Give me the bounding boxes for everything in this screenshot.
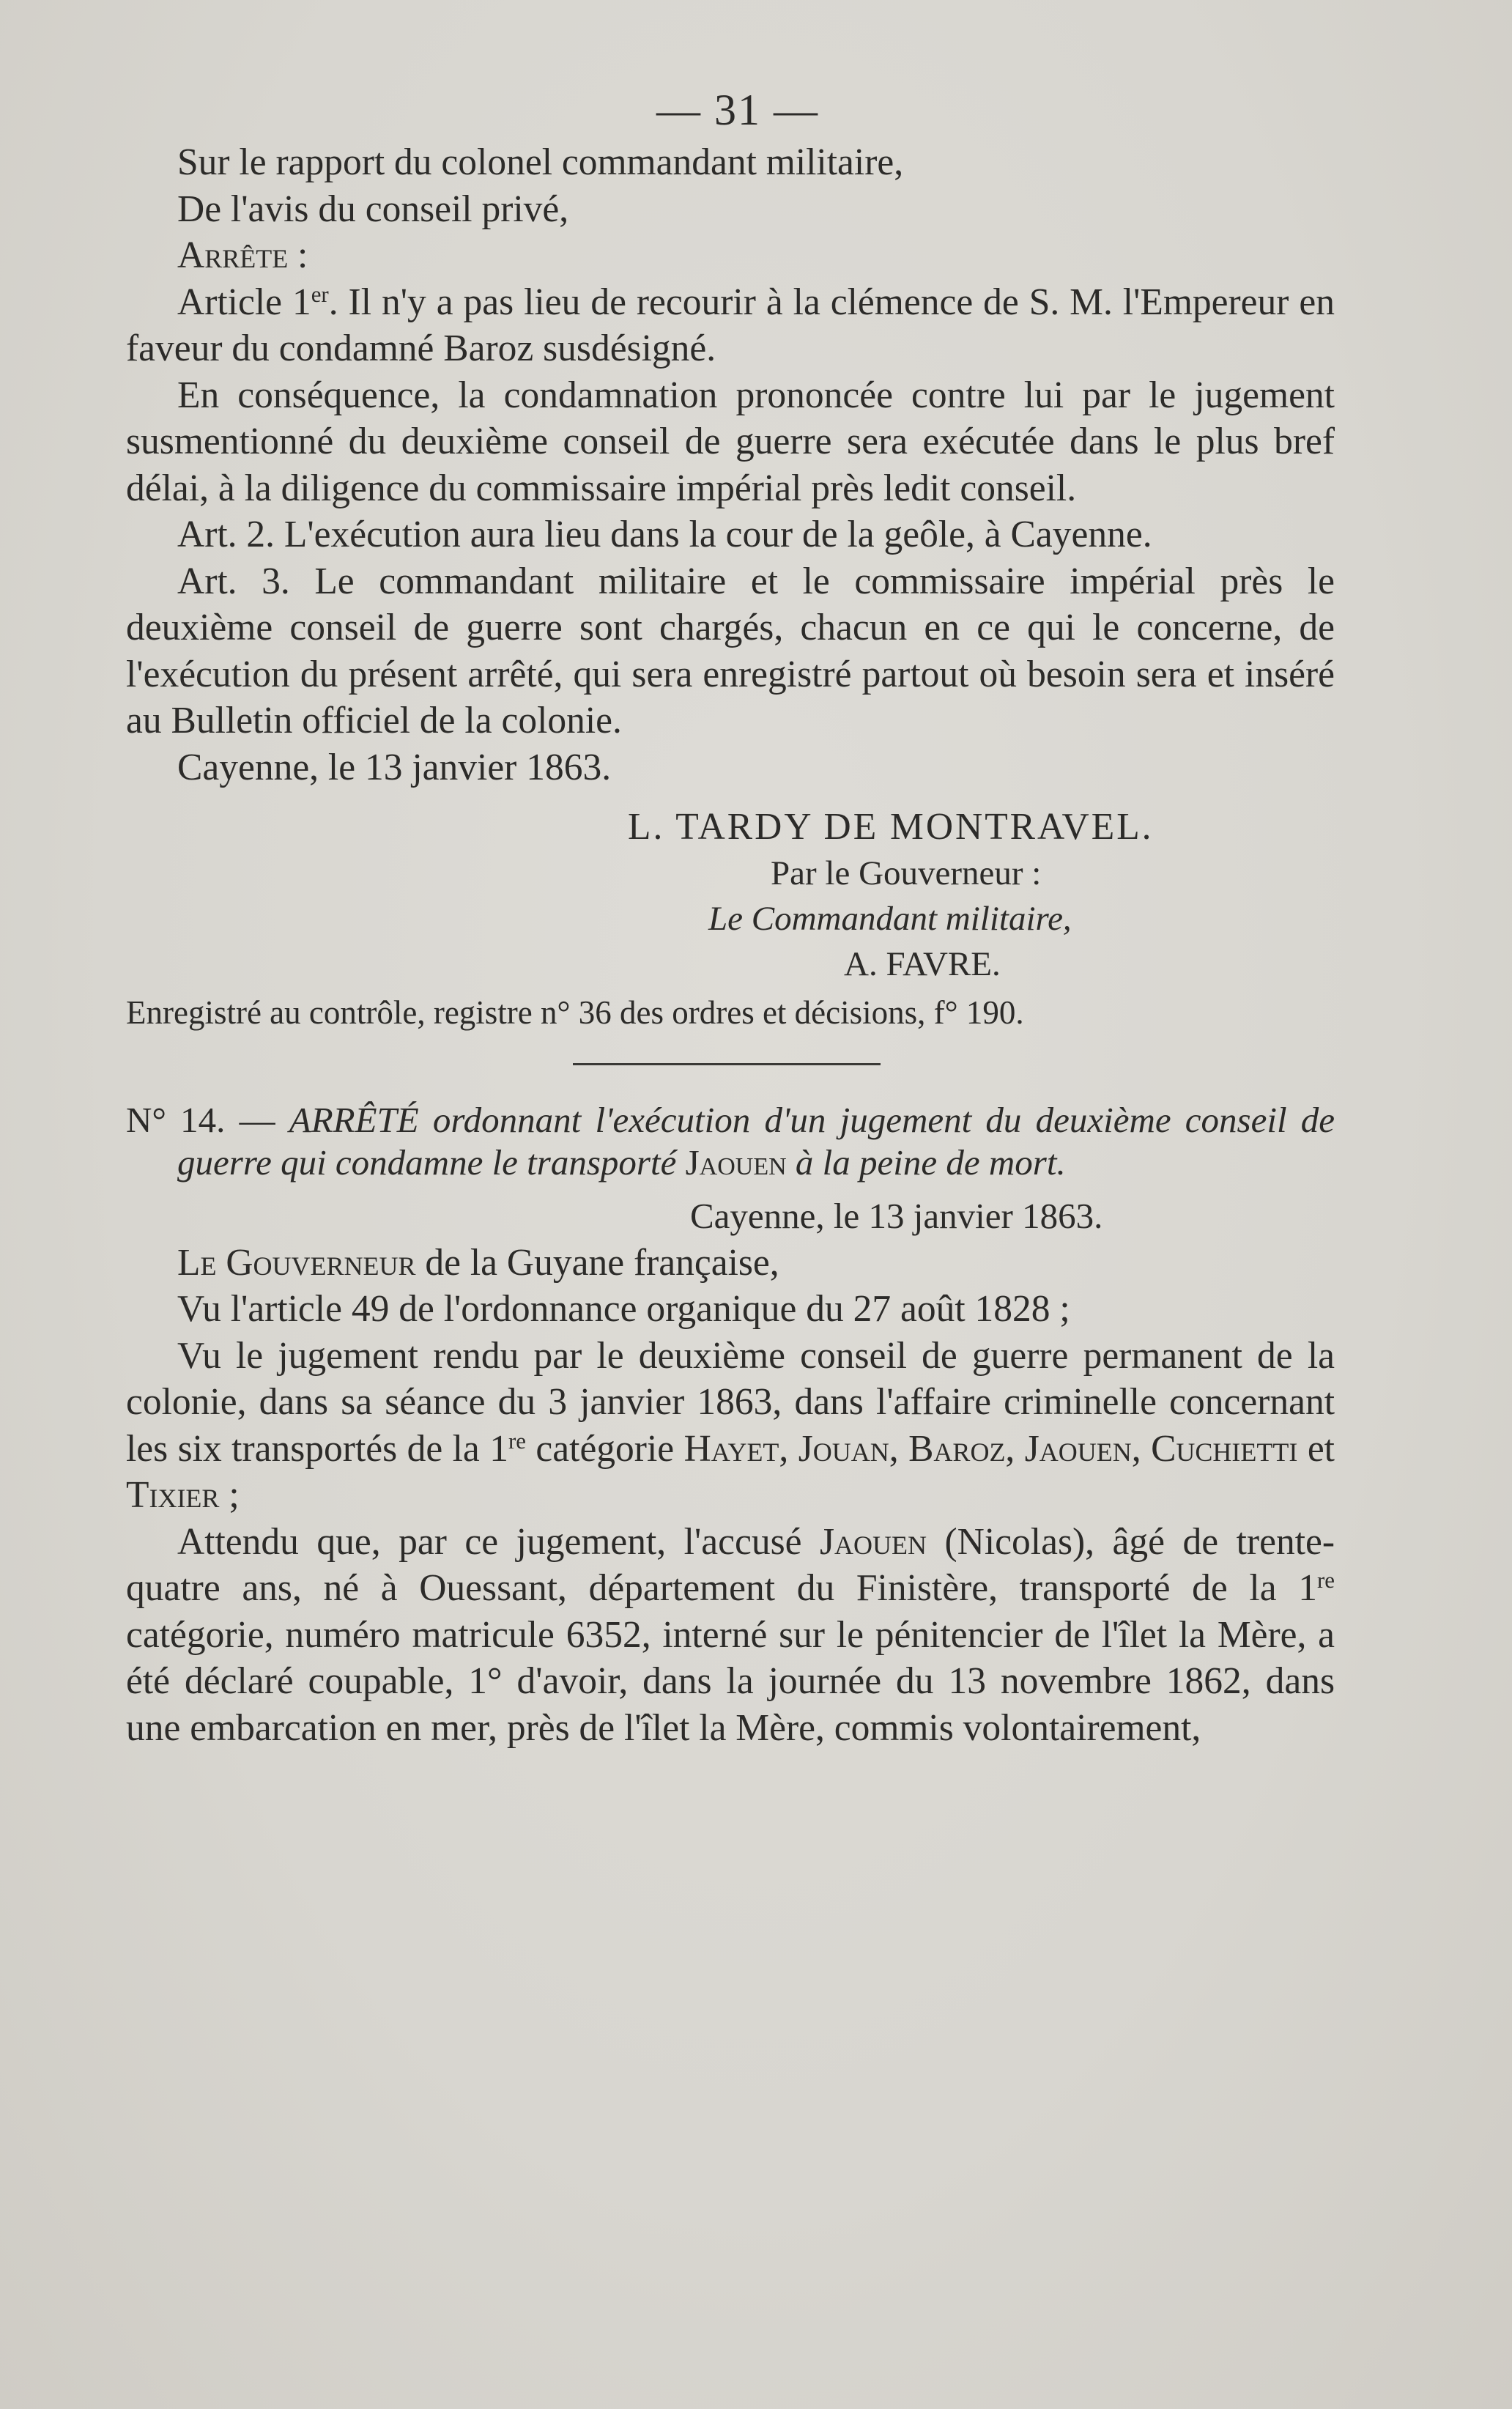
page-content (126, 81, 1335, 1751)
attendu-name: Jaouen (820, 1520, 927, 1563)
paragraph-report: Sur le rapport du colonel commandant militaire, (177, 141, 904, 183)
attendu-rest: catégorie, numéro matricule 6352, interné sur le pénitencier de l'îlet la Mère, a été déclaré coupable, 1° d'avoir, dans la journée du 13 novembre 1862, dans une embarcation en mer, près de l'îlet la Mère, commis volontairement, (126, 1613, 1335, 1749)
vu2-category: catégorie (525, 1427, 684, 1470)
governor-title: Le Gouverneur (177, 1241, 416, 1284)
decree-title-name: Jaouen (685, 1141, 787, 1183)
page-number: — 31 — (656, 86, 819, 134)
attendu-details: (Nicolas), âgé de trente-quatre ans, né à Ouessant, département du Finistère, transporté de la 1 (126, 1520, 1335, 1609)
article-3: Art. 3. Le commandant militaire et le commissaire impérial près le deuxième conseil de guerre sont chargés, chacun en ce qui le concerne, de l'exécution du présent arrêté, qui sera enregistré partout où besoin sera et inséré au Bulletin officiel de la colonie. (126, 560, 1335, 741)
vu2-text: Vu le jugement rendu par le deuxième conseil de guerre permanent de la colonie, dans sa séance du 3 janvier 1863, dans l'affaire criminelle concernant les six transportés de la 1 (126, 1334, 1335, 1470)
article-1-lead: Article 1 (177, 281, 311, 323)
paragraph-vu-jugement (126, 1333, 1335, 1519)
article-1-text: . Il n'y a pas lieu de recourir à la clémence de S. M. l'Empereur en faveur du condamné Baroz susdésigné. (126, 281, 1335, 369)
paragraph-vu-ordonnance: Vu l'article 49 de l'ordonnance organique du 27 août 1828 ; (177, 1288, 1070, 1330)
article-2: Art. 2. L'exécution aura lieu dans la cour de la geôle, à Cayenne. (177, 514, 1152, 555)
vu2-and: et (1297, 1427, 1335, 1470)
decree-dash: — (225, 1099, 289, 1140)
governor-signature: L. TARDY DE MONTRAVEL. (628, 806, 1154, 848)
register-note: Enregistré au contrôle, registre n° 36 des ordres et décisions, f° 190. (126, 993, 1024, 1031)
section-divider (573, 1063, 881, 1065)
heading-arrete: Arrête : (177, 234, 308, 276)
paragraph-opinion: De l'avis du conseil privé, (177, 188, 569, 230)
decree-title-end: à la peine de mort. (786, 1141, 1066, 1183)
decree-14-heading (126, 1099, 1335, 1184)
decree-number: N° 14. (126, 1099, 226, 1140)
governor-line (126, 1240, 1335, 1287)
by-governor: Par le Gouverneur : (771, 854, 1042, 892)
decree-title-arrete: ARRÊTÉ (289, 1099, 419, 1140)
decree-14-date: Cayenne, le 13 janvier 1863. (690, 1195, 1103, 1236)
article-1 (126, 279, 1335, 372)
military-commander-title: Le Commandant militaire, (708, 899, 1072, 938)
paragraph-consequence: En conséquence, la condamnation prononcée contre lui par le jugement susmentionné du deuxième conseil de guerre sera exécutée dans le plus bref délai, à la diligence du commissaire impérial près ledit conseil. (126, 374, 1335, 509)
vu2-names: Hayet, Jouan, Baroz, Jaouen, Cuchietti (683, 1427, 1298, 1470)
decree-title-text: ordonnant l'exécution d'un jugement du deuxième conseil de guerre qui condamne le transporté (177, 1099, 1335, 1183)
countersignature: A. FAVRE. (844, 944, 1001, 983)
attendu-text: Attendu que, par ce jugement, l'accusé (177, 1520, 820, 1563)
place-date: Cayenne, le 13 janvier 1863. (177, 746, 612, 788)
vu2-last-name: Tixier (126, 1474, 220, 1516)
article-1-superscript: er (311, 281, 329, 307)
vu2-superscript: re (508, 1427, 526, 1454)
governor-rest: de la Guyane française, (415, 1241, 779, 1284)
vu2-end: ; (219, 1474, 240, 1516)
attendu-superscript: re (1317, 1567, 1335, 1594)
paragraph-attendu (126, 1519, 1335, 1752)
